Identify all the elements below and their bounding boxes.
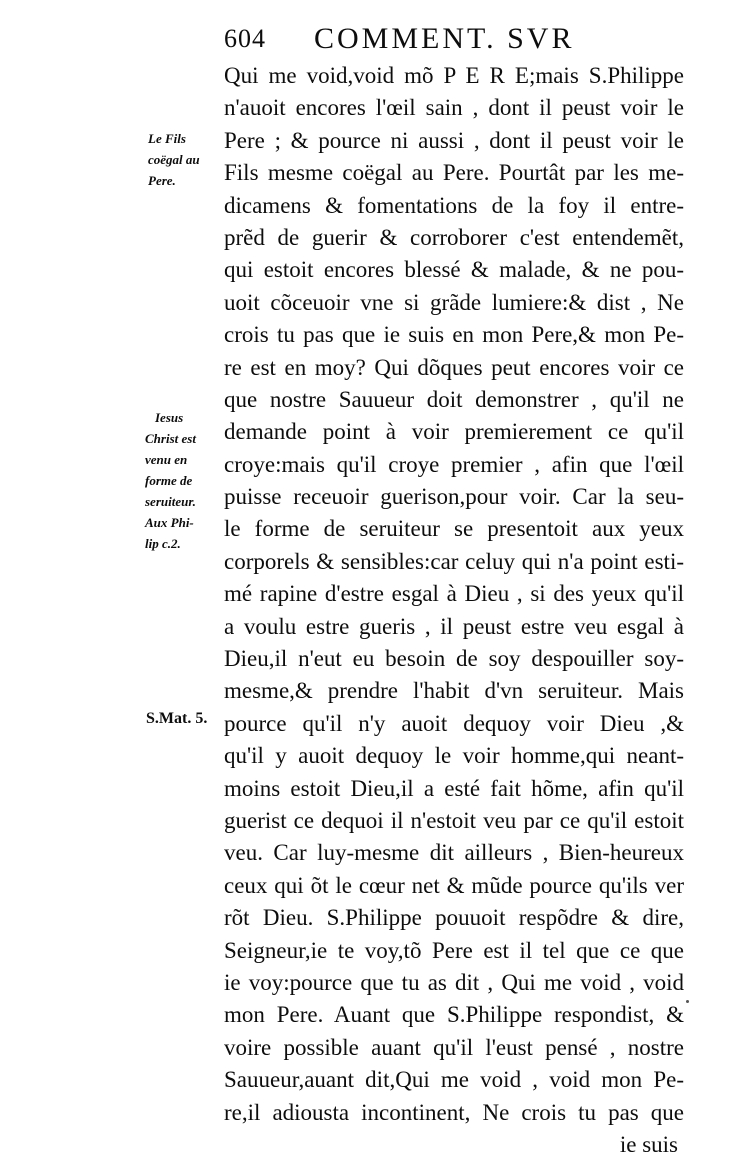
text-line: demande point à voir premierement ce qu'il bbox=[224, 419, 684, 445]
margin-note-line: Iesus bbox=[155, 410, 184, 425]
text-line: Sauueur,auant dit,Qui me void , void mon Pe- bbox=[224, 1067, 684, 1093]
text-line: voire possible auant qu'il l'eust pensé , nostre bbox=[224, 1034, 684, 1060]
text-line: mesme,& prendre l'habit d'vn seruiteur. Mais bbox=[224, 678, 684, 704]
text-line: corporels & sensibles:car celuy qui n'a point esti- bbox=[224, 548, 684, 574]
text-line: crois tu pas que ie suis en mon Pere,& mon Pe- bbox=[224, 322, 684, 348]
text-line: puisse receuoir guerison,pour voir. Car la seu- bbox=[224, 484, 684, 510]
page-number: 604 bbox=[224, 24, 266, 53]
catchword: ie suis bbox=[619, 1131, 678, 1157]
page-header bbox=[218, 22, 688, 58]
text-line: Seigneur,ie te voy,tõ Pere est il tel que ce que bbox=[224, 937, 684, 963]
text-line: veu. Car luy-mesme dit ailleurs , Bien-heureux bbox=[224, 840, 684, 866]
text-line: Dieu,il n'eut eu besoin de soy despouiller soy- bbox=[224, 646, 684, 672]
running-head: COMMENT. SVR bbox=[314, 22, 575, 55]
text-line: guerist ce dequoi il n'estoit veu par ce qu'il estoit bbox=[224, 807, 684, 833]
text-line: Fils mesme coëgal au Pere. Pourtât par les me- bbox=[224, 160, 684, 186]
text-line: rõt Dieu. S.Philippe pouuoit respõdre & dire, bbox=[224, 905, 684, 931]
text-line: Pere ; & pource ni aussi , dont il peust voir le bbox=[224, 127, 684, 153]
text-line: a voulu estre gueris , il peust estre veu esgal à bbox=[224, 613, 684, 639]
text-line: le forme de seruiteur se presentoit aux yeux bbox=[224, 516, 684, 542]
text-line: re,il adiousta incontinent, Ne crois tu pas que bbox=[224, 1099, 684, 1125]
text-line: dicamens & fomentations de la foy il entre- bbox=[224, 192, 684, 218]
margin-note-line: seruiteur. bbox=[145, 494, 196, 509]
margin-note-iesus-christ bbox=[145, 407, 196, 554]
text-line: moins estoit Dieu,il a esté fait hõme, afin qu'il bbox=[224, 775, 684, 801]
text-line: ie voy:pource que tu as dit , Qui me void , void bbox=[224, 969, 684, 995]
margin-note-line: Christ est bbox=[145, 431, 196, 446]
text-line: croye:mais qu'il croye premier , afin que l'œil bbox=[224, 451, 684, 477]
text-line: qu'il y auoit dequoy le voir homme,qui neant- bbox=[224, 743, 684, 769]
margin-note-line: Pere. bbox=[148, 173, 176, 188]
text-line: Qui me void,void mõ P E R E;mais S.Philippe bbox=[224, 63, 684, 88]
margin-note-fils-coegal bbox=[148, 128, 200, 191]
margin-note-line: Aux Phi- bbox=[145, 515, 194, 530]
margin-note-line: venu en bbox=[145, 452, 188, 467]
margin-note-line: coëgal au bbox=[148, 152, 200, 167]
body-text bbox=[224, 60, 684, 1161]
margin-note-line: lip c.2. bbox=[145, 536, 181, 551]
text-line: ceux qui õt le cœur net & mũde pource qu'ils ver bbox=[224, 872, 684, 898]
margin-note-line: forme de bbox=[145, 473, 193, 488]
text-line: pource qu'il n'y auoit dequoy voir Dieu ,& bbox=[224, 710, 684, 736]
text-line: prẽd de guerir & corroborer c'est entendemẽt, bbox=[224, 224, 684, 250]
text-line: que nostre Sauueur doit demonstrer , qu'il ne bbox=[224, 386, 684, 412]
text-line: n'auoit encores l'œil sain , dont il peust voir le bbox=[224, 95, 684, 121]
margin-note-s-mat: S.Mat. 5. bbox=[146, 710, 208, 727]
text-line: re est en moy? Qui dõques peut encores voir ce bbox=[224, 354, 684, 380]
text-line: mé rapine d'estre esgal à Dieu , si des yeux qu'il bbox=[224, 581, 684, 607]
text-line: qui estoit encores blessé & malade, & ne pou- bbox=[224, 257, 684, 283]
text-line: mon Pere. Auant que S.Philippe respondist, & bbox=[224, 1002, 684, 1028]
paper-speck bbox=[686, 1000, 689, 1003]
margin-note-line: Le Fils bbox=[148, 131, 186, 146]
text-line: uoit cõceuoir vne si grãde lumiere:& dist , Ne bbox=[224, 289, 684, 315]
